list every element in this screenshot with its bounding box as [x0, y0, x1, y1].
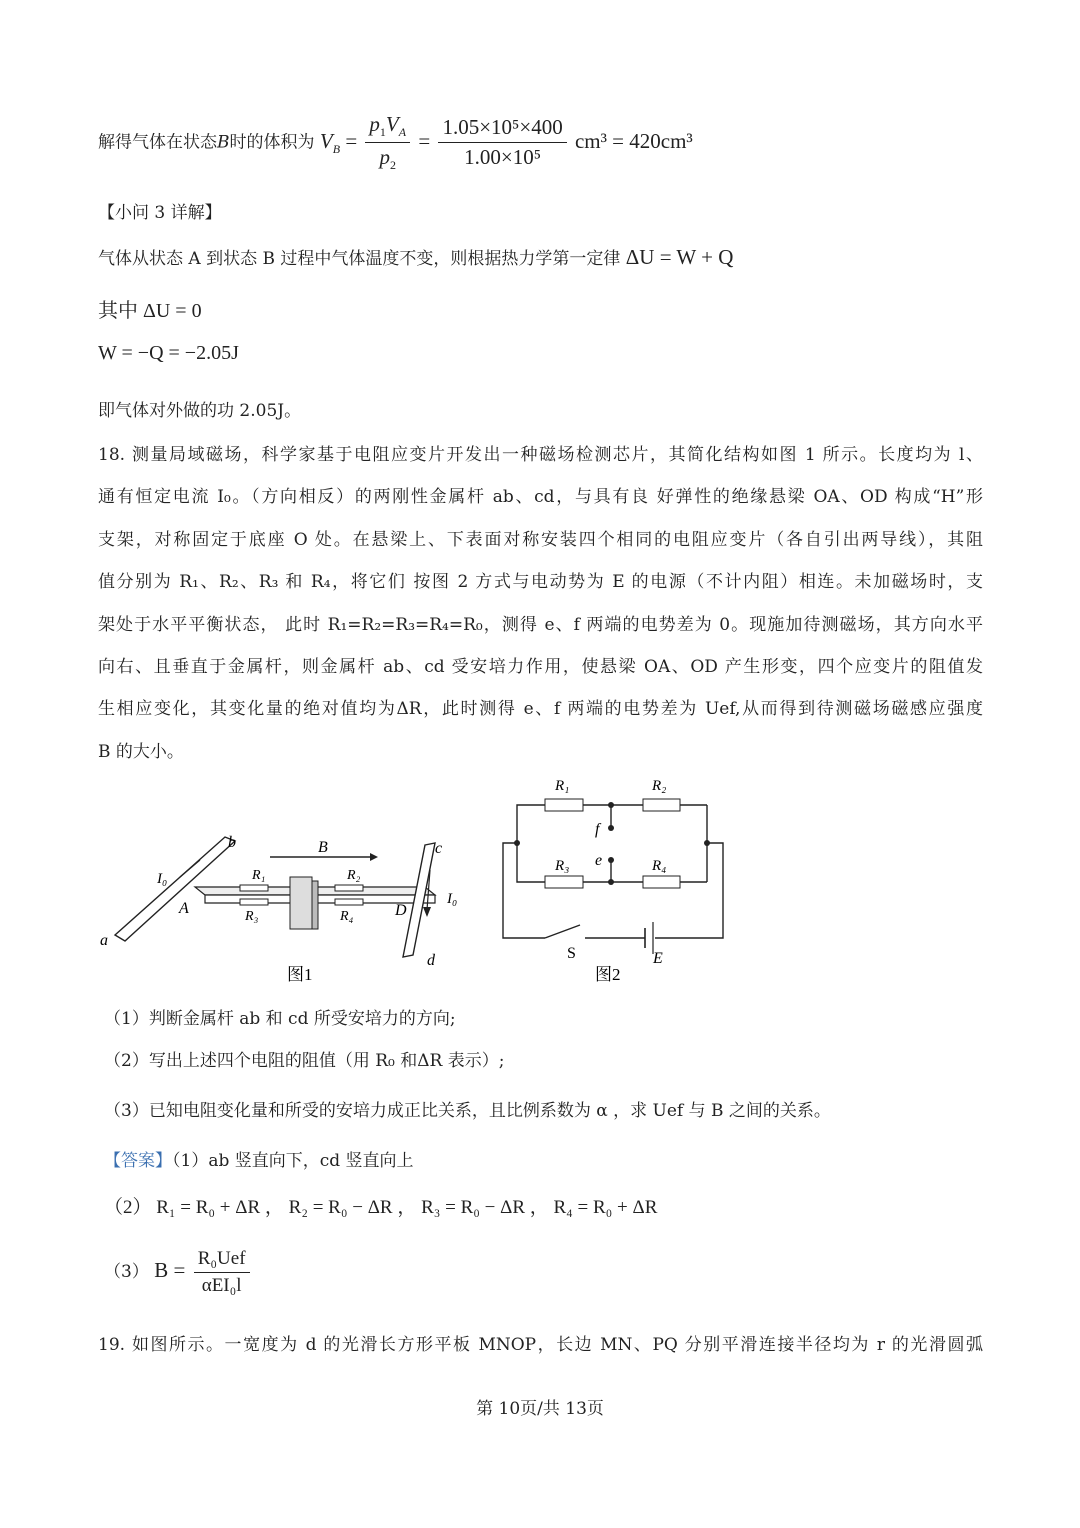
- figure-1-caption: 图1: [287, 965, 313, 984]
- answer-3-prefix: （3）: [104, 1262, 149, 1282]
- resistor-r4: [643, 876, 680, 888]
- c-label-r1: R₁: [555, 778, 570, 794]
- gauge-r4: [335, 899, 363, 905]
- p19-line-1: 19. 如图所示。一宽度为 d 的光滑长方形平板 MNOP，长边 MN、PQ 分别平滑连接半径均为 r 的光滑圆弧: [98, 1335, 983, 1355]
- gauge-r2: [335, 885, 363, 891]
- c-label-switch: S: [567, 945, 576, 962]
- label-d: d: [427, 952, 435, 969]
- solve-prefix: 解得气体在状态: [98, 132, 217, 153]
- label-r4: R₄: [340, 909, 354, 924]
- answer-tag: 【答案】: [104, 1151, 172, 1171]
- gauge-r1: [240, 885, 268, 891]
- q3-text: [98, 244, 733, 270]
- answer-2: （2） R₁ = R₀ + ΔR ， R₂ = R₀ − ΔR ， R₃ = R₀ − ΔR ， R₄ = R₀ + ΔR: [104, 1197, 658, 1218]
- p18-line-8: B 的大小。: [98, 742, 184, 762]
- pv-fraction: $\frac{p_1V_A}{p_2}$: [365, 112, 410, 173]
- resistor-r3: [545, 876, 583, 888]
- base-o-side: [312, 881, 318, 929]
- figure-2-circuit: [495, 770, 735, 985]
- node-left: [514, 840, 520, 846]
- node-e: [608, 857, 614, 863]
- q3-work: W = −Q = −2.05J: [98, 342, 239, 364]
- node-bottom: [608, 879, 614, 885]
- subq-1: （1）判断金属杆 ab 和 cd 所受安培力的方向;: [104, 1009, 456, 1029]
- c-label-r3: R₃: [555, 858, 570, 874]
- p18-line-6: 向右、且垂直于金属杆，则金属杆 ab、cd 受安培力作用，使悬梁 OA、OD 产生形变，四个应变片的阻值发: [98, 657, 983, 677]
- label-i0-right: I₀: [447, 891, 458, 907]
- label-a: a: [100, 932, 108, 949]
- label-A: A: [179, 900, 189, 917]
- subq-2: （2）写出上述四个电阻的阻值（用 R₀ 和ΔR 表示）;: [104, 1051, 505, 1071]
- answer-3-lhs: B =: [154, 1258, 186, 1282]
- q3-statement: 气体从状态 A 到状态 B 过程中气体温度不变，则根据热力学第一定律: [98, 249, 621, 269]
- c-label-r4: R₄: [652, 858, 667, 874]
- numeric-numerator: 1.05×10⁵×400: [438, 115, 566, 143]
- node-top: [608, 802, 614, 808]
- gauge-r3: [240, 899, 268, 905]
- q3-delta-u: 其中 ΔU = 0: [98, 300, 202, 322]
- node-right: [704, 840, 710, 846]
- node-f: [608, 825, 614, 831]
- label-c: c: [435, 840, 443, 857]
- label-b: b: [228, 834, 236, 851]
- answer-1: [104, 1146, 414, 1171]
- numeric-denominator: 1.00×10⁵: [464, 145, 542, 170]
- q3-first-law: ΔU = W + Q: [625, 245, 734, 269]
- volume-result: cm³ = 420cm³: [574, 128, 693, 153]
- label-r1: R₁: [252, 868, 266, 883]
- answer-3-numerator: R₀Uef: [194, 1248, 250, 1273]
- subq-3: （3）已知电阻变化量和所受的安培力成正比关系，且比例系数为 α ，求 Uef 与 B 之间的关系。: [104, 1101, 831, 1121]
- base-o: [290, 877, 312, 929]
- numeric-fraction: [438, 115, 566, 170]
- volume-solution-line: [98, 112, 693, 173]
- resistor-r2: [643, 799, 680, 811]
- p18-line-5: 架处于水平平衡状态， 此时 R₁=R₂=R₃=R₄=R₀，测得 e、f 两端的电势差为 0。现施加待测磁场，其方向水平: [98, 615, 983, 635]
- figure-1-h-bracket: [95, 825, 485, 990]
- answer-3-denominator: αEI₀l: [201, 1275, 242, 1296]
- p18-line-2: 通有恒定电流 I₀。（方向相反）的两刚性金属杆 ab、cd，与具有良 好弹性的绝缘悬梁 OA、OD 构成“H”形: [98, 487, 983, 507]
- c-label-r2: R₂: [652, 778, 667, 794]
- current-arrow-cd-head: [423, 907, 431, 917]
- solve-state-b: B: [217, 132, 230, 153]
- page-footer: 第 10页/共 13页: [476, 1399, 604, 1419]
- vb-formula: $V_B$ = $\frac{p_1V_A}{p_2}$ = $\frac{\text{1.05×10⁵×400}}{\text{1.00×10⁵}}$ cm³ = 420cm³: [319, 112, 693, 173]
- p18-line-1: 18. 测量局域磁场，科学家基于电阻应变片开发出一种磁场检测芯片，其简化结构如图 1 所示。长度均为 l、: [98, 445, 983, 465]
- q3-conclusion: 即气体对外做的功 2.05J。: [98, 401, 302, 421]
- label-r3: R₃: [245, 909, 259, 924]
- p18-line-4: 值分别为 R₁、R₂、R₃ 和 R₄，将它们 按图 2 方式与电动势为 E 的电源（不计内阻）相连。未加磁场时，支: [98, 572, 983, 592]
- label-r2: R₂: [347, 868, 361, 883]
- p18-line-3: 支架，对称固定于底座 O 处。在悬梁上、下表面对称安装四个相同的电阻应变片（各自引出两导线），其阻: [98, 530, 983, 550]
- p18-line-7: 生相应变化，其变化量的绝对值均为ΔR，此时测得 e、f 两端的电势差为 Uef,从而得到待测磁场磁感应强度: [98, 699, 983, 719]
- label-i0-left: I₀: [157, 871, 168, 887]
- answer-3: [104, 1248, 253, 1297]
- q3-heading: 【小问 3 详解】: [98, 203, 222, 223]
- label-B-field: B: [318, 839, 328, 856]
- c-label-e: e: [595, 852, 603, 869]
- solve-mid: 时的体积为: [229, 132, 315, 153]
- answer-3-fraction: [194, 1248, 250, 1297]
- c-label-f: f: [595, 821, 600, 838]
- label-D: D: [395, 902, 407, 919]
- answer-1-text: （1）ab 竖直向下，cd 竖直向上: [172, 1151, 414, 1171]
- c-label-emf: E: [653, 950, 663, 967]
- b-arrow-head: [370, 853, 378, 861]
- resistor-r1: [545, 799, 583, 811]
- figure-2-caption: 图2: [595, 965, 621, 984]
